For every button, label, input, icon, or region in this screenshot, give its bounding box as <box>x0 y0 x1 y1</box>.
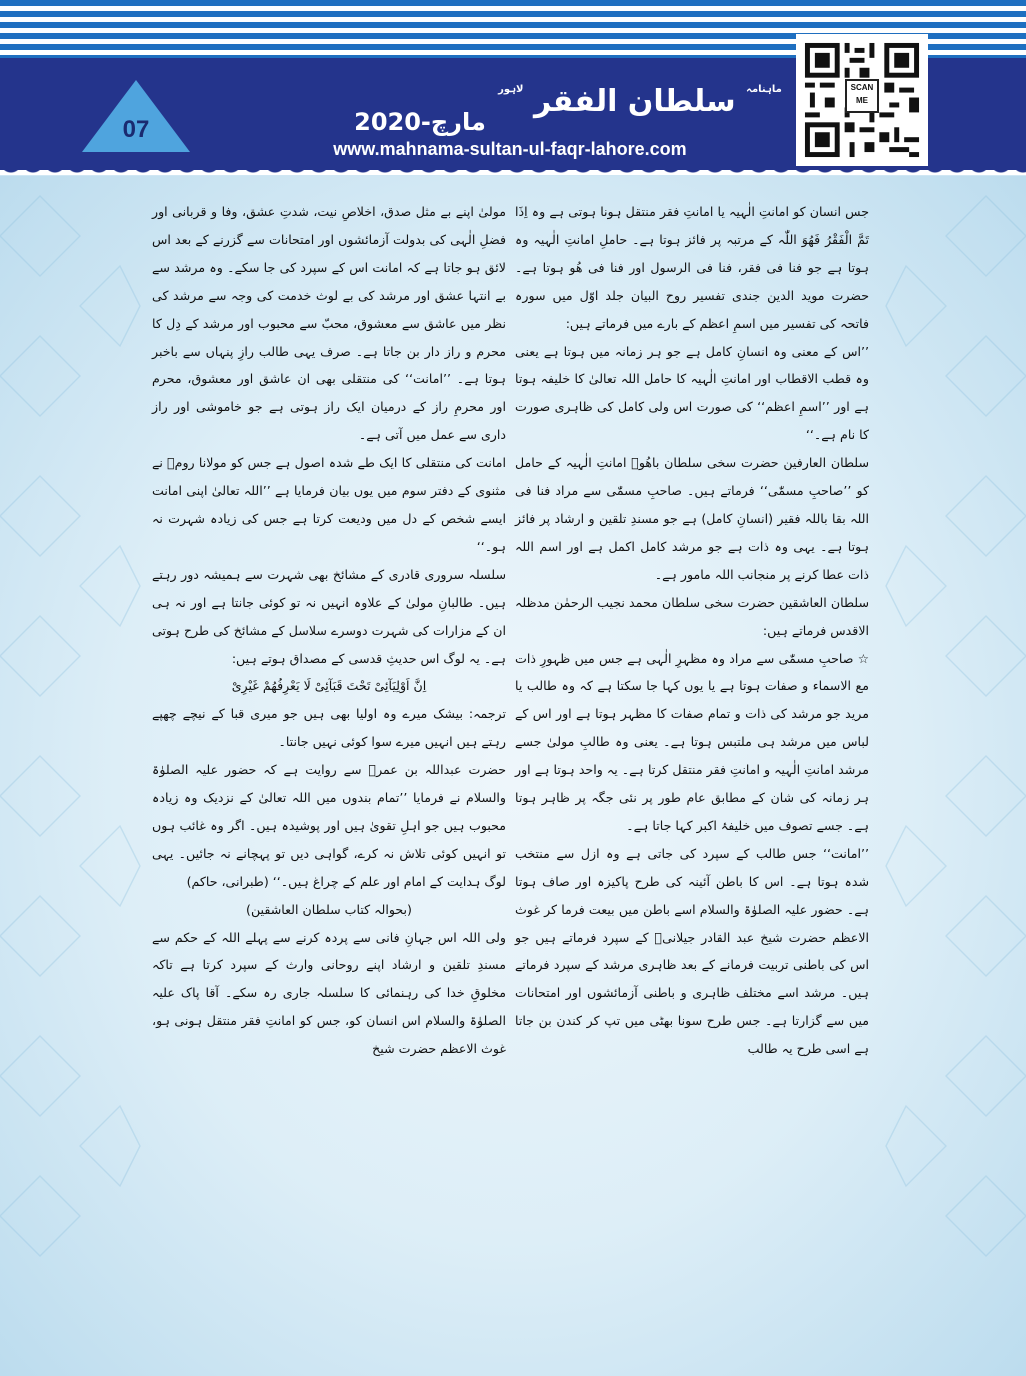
page-number: 07 <box>122 116 150 143</box>
paragraph: سلسلہ سروری قادری کے مشائخ بھی شہرت سے ہمیشہ دور رہتے ہیں۔ طالبانِ مولیٰ کے علاوہ انہیں نہ تو کوئی جانتا ہے اور نہ ہی ان کے مزارات کی شہرت دوسرے سلاسل کے مشائخ کی طرح ہوتی ہے۔ یہ لوگ اس حدیثِ قدسی کے مصداق ہوتے ہیں: <box>152 566 506 666</box>
paragraph: ’’امانت‘‘ جس طالب کے سپرد کی جاتی ہے وہ ازل سے منتخب شدہ ہوتا ہے۔ اس کا باطن آئینہ کی طرح پاکیزہ اور صاف ہوتا ہے۔ حضور علیہ الصلوٰۃ والسلام اسے باطن میں بیعت فرما کر غوث الاعظم حضرت شیخ عبد القادر جیلانیؓ کے سپرد فرماتے ہیں جو اس کی باطنی تربیت فرمانے کے بعد ظاہری مرشد کے سپرد فرماتے ہیں۔ مرشد اسے مختلف ظاہری و باطنی آزمائشوں اور امتحانات میں سے گزارتا ہے۔ جس طرح سونا بھٹی میں تپ کر کندن بن جاتا ہے اسی طرح یہ طالب <box>515 845 869 1057</box>
scan-me-label: SCAN ME <box>845 79 879 113</box>
website-link[interactable]: www.mahnama-sultan-ul-faqr-lahore.com <box>333 139 687 159</box>
article-column-left <box>152 198 506 1063</box>
paragraph: ولی اللہ اس جہانِ فانی سے پردہ کرنے سے پہلے اللہ کے حکم سے مسندِ تلقین و ارشاد اپنے روحانی وارث کے سپرد کرتا ہے تاکہ مخلوقِ خدا کی رہنمائی کا سلسلہ جاری رہ سکے۔ آقا پاک علیہ الصلوٰۃ والسلام اس انسان کو، جس کو امانتِ فقر منتقل ہونی ہو، غوث الاعظم حضرت شیخ <box>152 929 506 1057</box>
paragraph: ’’اس کے معنی وہ انسانِ کامل ہے جو ہر زمانہ میں ہوتا ہے یعنی وہ قطب الاقطاب اور امانتِ الٰہیہ کا حامل اللہ تعالیٰ کا خلیفہ ہوتا ہے اور ’’اسمِ اعظم‘‘ کی صورت اس ولی کامل کی ظاہری صورت کا نام ہے۔‘‘ <box>515 343 869 443</box>
magazine-prefix: ماہنامہ <box>746 84 782 95</box>
paragraph: حضرت عبداللہ بن عمرؓ سے روایت ہے کہ حضور علیہ الصلوٰۃ والسلام نے فرمایا ’’تمام بندوں میں اللہ تعالیٰ کے نزدیک وہ زیادہ محبوب ہیں جو اہلِ تقویٰ ہیں اور پوشیدہ ہیں۔ اگر وہ غائب ہوں تو انہیں کوئی تلاش نہ کرے، گواہی دیں تو پہچانے نہ جائیں۔ یہی لوگ ہدایت کے امام اور علم کے چراغ ہیں۔‘‘ (طبرانی، حاکم) <box>152 762 506 889</box>
hadith-arabic: اِنَّ اَوْلِیَآئِیْ تَحْتَ قَبَآئِیْ لَا یَعْرِفُھُمْ غَیْرِیْ <box>231 678 427 694</box>
magazine-logo <box>480 84 800 134</box>
reference-note: (بحوالہ کتاب سلطان العاشقین) <box>246 901 412 917</box>
page-body <box>0 176 1026 1376</box>
page-header <box>0 0 1026 175</box>
paragraph: سلطان العارفین حضرت سخی سلطان باھُوؒ امانتِ الٰہیہ کے حامل کو ’’صاحبِ مسمّٰی‘‘ فرماتے ہیں۔ صاحبِ مسمّٰی سے مراد فنا فی اللہ بقا باللہ فقیر (انسانِ کامل) ہے جو مسندِ تلقین و ارشاد پر فائز ہوتا ہے۔ یہی وہ ذات ہے جو مرشد کامل اکمل ہے اور اسم اللہ ذات عطا کرنے پر منجانب اللہ مامور ہے۔ <box>515 455 869 582</box>
paragraph: ☆ صاحبِ مسمّٰی سے مراد وہ مظہرِ الٰہی ہے جس میں ظہورِ ذات مع الاسماء و صفات ہوتا ہے یا یوں کہا جا سکتا ہے کہ وہ طالب یا مرید جو مرشد کی ذات و تمام صفات کا مظہر ہوتا ہے اور اس کے لباس میں مرشد ہی ملتبس ہوتا ہے۔ یعنی وہ طالبِ مولیٰ جسے مرشد امانتِ الٰہیہ و امانتِ فقر منتقل کرتا ہے۔ یہ واحد ہوتا ہے اور ہر زمانہ کی شان کے مطابق عام طور پر نئی جگہ پر ظاہر ہوتا ہے۔ جسے تصوف میں خلیفۂ اکبر کہا جاتا ہے۔ <box>515 650 869 833</box>
issue-date: مارچ-2020 <box>354 108 486 136</box>
hadith-translation: ترجمہ: بیشک میرے وہ اولیا بھی ہیں جو میری قبا کے نیچے چھپے رہتے ہیں انہیں میرے سوا کوئی نہیں جانتا۔ <box>152 706 506 750</box>
paragraph: امانت کی منتقلی کا ایک طے شدہ اصول ہے جس کو مولانا رومؒ نے مثنوی کے دفتر سوم میں یوں بیان فرمایا ہے ’’اللہ تعالیٰ اپنی امانت ایسے شخص کے دل میں ودیعت کرتا ہے جس کی زیادہ شہرت نہ ہو۔‘‘ <box>152 455 506 554</box>
article-column-right <box>515 198 869 1063</box>
paragraph: مولیٰ اپنے بے مثل صدق، اخلاصِ نیت، شدتِ عشق، وفا و قربانی اور فضلِ الٰہی کی بدولت آزمائشوں اور امتحانات سے گزرنے کے بعد اس لائق ہو جاتا ہے کہ امانت اس کے سپرد کی جا سکے۔ وہ مرشد سے بے انتہا عشق اور مرشد کی بے لوث خدمت کی وجہ سے مرشد کی نظر میں عاشق سے معشوق، محبّ سے محبوب اور مرشد کے دِل کا محرم و راز دار بن جاتا ہے۔ صرف یہی طالب رازِ پنہاں سے باخبر ہوتا ہے۔ ’’امانت‘‘ کی منتقلی بھی ان عاشق اور معشوق، محرم اور محرمِ راز کے درمیان ایک راز ہوتی ہے جو خاموشی اور راز داری سے عمل میں آتی ہے۔ <box>152 204 506 443</box>
magazine-name: سلطان الفقر <box>533 84 736 119</box>
magazine-suffix: لاہور <box>498 84 524 95</box>
paragraph: سلطان العاشقین حضرت سخی سلطان محمد نجیب الرحمٰن مدظلہ الاقدس فرماتے ہیں: <box>515 594 869 638</box>
paragraph: جس انسان کو امانتِ الٰہیہ یا امانتِ فقر منتقل ہونا ہوتی ہے وہ اِذَا تَمَّ الْفَقْرُ فَھُوَ اللّٰہ کے مرتبہ پر فائز ہوتا ہے۔ حاملِ امانتِ الٰہیہ وہ ہوتا ہے جو فنا فی فقر، فنا فی الرسول اور فنا فی ھُو ہوتا ہے۔ حضرت موید الدین جندی تفسیر روح البیان جلد اوّل میں سورہ فاتحہ کی تفسیر میں اسمِ اعظم کے بارے میں فرماتے ہیں: <box>515 204 869 331</box>
